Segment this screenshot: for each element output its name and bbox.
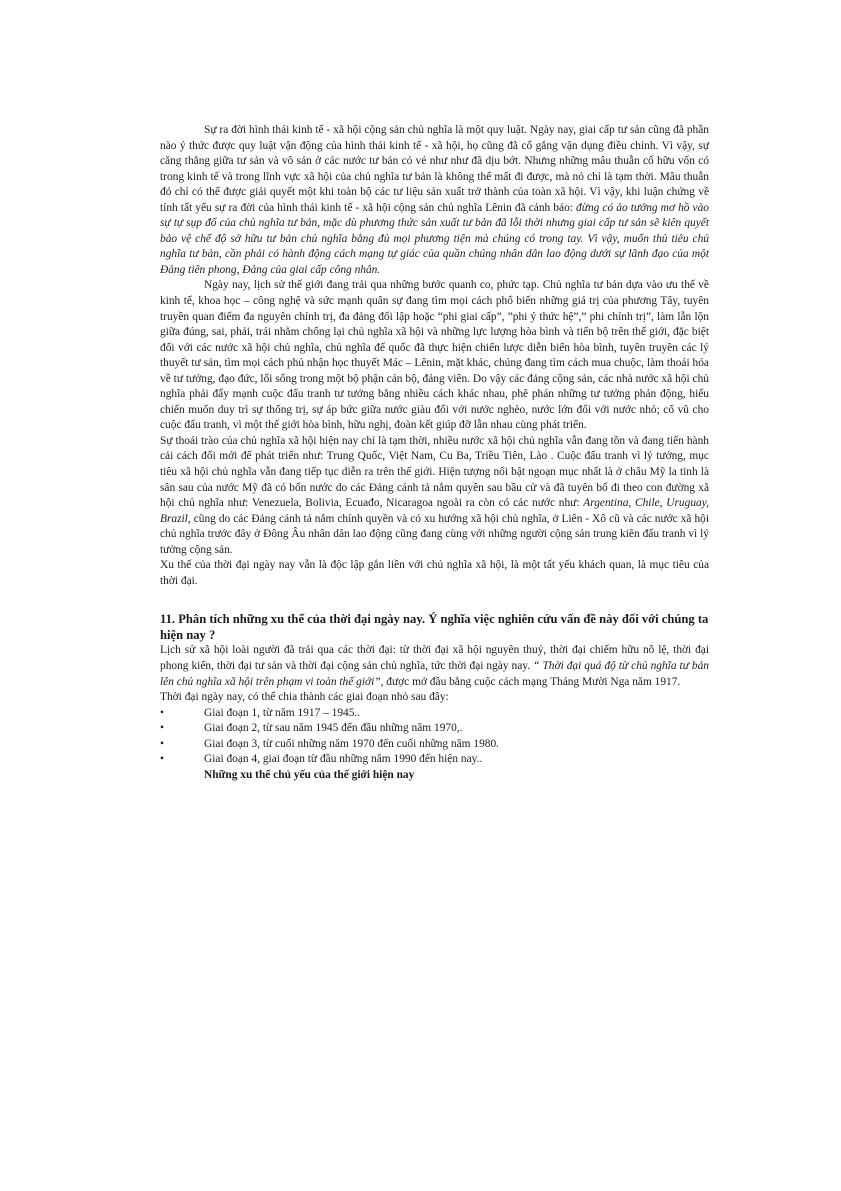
subheading: Những xu thế chủ yếu của thế giới hiện nay bbox=[204, 768, 415, 781]
paragraph-3-text-a: Sự thoái trào của chủ nghĩa xã hội hiện nay chỉ là tạm thời, nhiều nước xã hội chủ nghĩa vẫn đang tồn và đang tiến hành cải cách đổi mới để phát triển như: Trung Quốc, Việt Nam, Cu Ba, Triều Tiên, Lào . Cuộc đấu tranh vì lý tưởng, mục tiêu xã hội chủ nghĩa vẫn đang tiếp tục diễn ra trên thế giới. Hiện tượng nổi bật ngoạn mục nhất là ở châu Mỹ la tinh là sân sau của nước Mỹ đã có bốn nước do các Đảng cánh tả nắm quyền sau bầu cử và đã tuyên bố đi theo con đường xã hội chủ nghĩa như: Venezuela, Bolivia, Ecuađo, Nicaragoa ngoài ra còn có các nước như: bbox=[160, 434, 709, 510]
list-item-text: Giai đoạn 1, từ năm 1917 – 1945.. bbox=[204, 706, 361, 719]
list-item bbox=[160, 706, 709, 722]
stage-list bbox=[160, 706, 709, 768]
section-spacer bbox=[160, 589, 709, 611]
paragraph-6: Thời đại ngày nay, có thể chia thành các giai đoạn nhỏ sau đây: bbox=[160, 691, 449, 704]
document-body bbox=[160, 123, 709, 783]
paragraph-3 bbox=[160, 434, 709, 558]
bullet-icon: • bbox=[160, 706, 164, 719]
list-item bbox=[160, 737, 709, 753]
paragraph-2: Ngày nay, lịch sử thế giới đang trải qua những bước quanh co, phức tạp. Chủ nghĩa tư bản dựa vào ưu thế về kinh tế, khoa học – công nghệ và sức mạnh quân sự đang tìm mọi cách phổ biến những giá trị của phương Tây, tuyên truyền quan điểm đa nguyên chính trị, đa đảng đối lập hoặc “phi giai cấp”, ”phi ý thức hệ”,” phi chính trị”, làm lẫn lộn giữa đúng, sai, phải, trái nhằm chống lại chủ nghĩa xã hội và những lực lượng hòa bình và tiến bộ trên thế giới, đặc biệt đối với các nước xã hội chủ nghĩa, chủ nghĩa đế quốc đã thực hiện chiến lược diễn biến hòa bình, tuyên truyền các lý thuyết tư sản, tìm mọi cách phủ nhận học thuyết Mác – Lênin, mặt khác, chúng đang tìm cách mua chuộc, làm thoái hóa về tư tưởng, đạo đức, lối sống trong một bộ phận cán bộ, đảng viên. Do vậy các đảng cộng sản, các nhà nước xã hội chủ nghĩa phải đẩy mạnh cuộc đấu tranh tư tưởng bằng nhiều cách khác nhau, phê phán những tư tưởng phản động, hiếu chiến muốn duy trì sự thống trị, sự áp bức giữa nước giàu đối với nước nghèo, nước lớn đối với nước nhỏ; cổ vũ cho cuộc đấu tranh, vì một thế giới hòa bình, hữu nghị, đoàn kết giúp đỡ lẫn nhau cùng phát triển. bbox=[160, 279, 709, 432]
paragraph-5-text-c: được mở đầu bằng cuộc cách mạng Tháng Mười Nga năm 1917. bbox=[383, 675, 681, 688]
list-item bbox=[160, 752, 709, 768]
bullet-icon: • bbox=[160, 737, 164, 750]
paragraph-5-text-a: Lịch sử xã hội loài người đã trải qua các thời đại: từ thời đại xã hội nguyên thuỷ, thời đại chiếm hữu nô lệ, thời đại phong kiến, thời đại tư sản và thời đại cộng sản chủ nghĩa, tức thời đại ngày nay. bbox=[160, 644, 709, 672]
paragraph-1 bbox=[160, 123, 709, 278]
lenin-quote: đừng có ảo tưởng mơ hồ vào sự tự sụp đổ của chủ nghĩa tư bản, mặc dù phương thức sản xuất tư bản đã lỗi thời nhưng giai cấp tư sản sẽ kiên quyết bảo vệ chế độ sở hữu tư bản chủ nghĩa bằng đủ mọi phương tiện mà chúng có trong tay. Vì vậy, muốn thủ tiêu chủ nghĩa tư bản, cần phải có hành động cách mạng tự giác của quần chúng nhân dân lao động dưới sự lãnh đạo của một Đảng tiên phong, Đảng của giai cấp công nhân. bbox=[160, 201, 710, 276]
paragraph-4: Xu thế của thời đại ngày nay vẫn là độc lập gắn liền với chủ nghĩa xã hội, là một tất yếu khách quan, là mục tiêu của thời đại. bbox=[160, 559, 709, 587]
list-item-text: Giai đoạn 3, từ cuối những năm 1970 đến cuối những năm 1980. bbox=[204, 737, 500, 750]
paragraph-5 bbox=[160, 643, 709, 690]
list-item bbox=[160, 721, 709, 737]
paragraph-3-text-c: cũng do các Đảng cánh tả nắm chính quyền và có xu hướng xã hội chủ nghĩa, ở Liên - Xô cũ và các nước xã hội chủ nghĩa trước đây ở Đông Âu nhân dân lao động cũng đang cùng với những người cộng sản trung kiên đấu tranh vì lý tưởng cộng sản. bbox=[160, 512, 709, 556]
paragraph-3-countries: Argentina, Chile, Uruguay, Brazil, bbox=[160, 497, 709, 525]
bullet-icon: • bbox=[160, 753, 164, 766]
era-definition-quote: “ Thời đại quá độ từ chủ nghĩa tư bản lên chủ nghĩa xã hội trên phạm vi toàn thế giới”, bbox=[160, 659, 709, 688]
list-item-text: Giai đoạn 4, giai đoạn từ đầu những năm 1990 đến hiện nay.. bbox=[204, 753, 483, 766]
bullet-icon: • bbox=[160, 722, 164, 735]
section-heading: 11. Phân tích những xu thế của thời đại ngày nay. Ý nghĩa việc nghiên cứu vấn đề này đối với chúng ta hiện nay ? bbox=[160, 612, 709, 643]
paragraph-1-text: Sự ra đời hình thái kinh tế - xã hội cộng sản chủ nghĩa là một quy luật. Ngày nay, giai cấp tư sản cũng đã phần nào ý thức được quy luật vận động của hình thái kinh tế - xã hội, họ cũng đã cố gắng vận dụng điều chỉnh. Vì vậy, sự căng thẳng giữa tư sản và vô sản ở các nước tư bản có vẻ như như đã dịu bớt. Nhưng những mâu thuẫn cố hữu vốn có trong kinh tế và trong lĩnh vực xã hội của chủ nghĩa tư bản là không thể mất đi được, mà nó chỉ là tạm thời. Mâu thuẫn đó chỉ có thể được giải quyết một khi toàn bộ các tư liệu sản xuất trở thành của toàn xã hội. Vì vậy, khi luận chứng về tính tất yếu sự ra đời của hình thái kinh tế - xã hội cộng sản chủ nghĩa Lênin đã cảnh báo: bbox=[160, 124, 709, 214]
list-item-text: Giai đoạn 2, từ sau năm 1945 đến đầu những năm 1970,. bbox=[204, 722, 463, 735]
